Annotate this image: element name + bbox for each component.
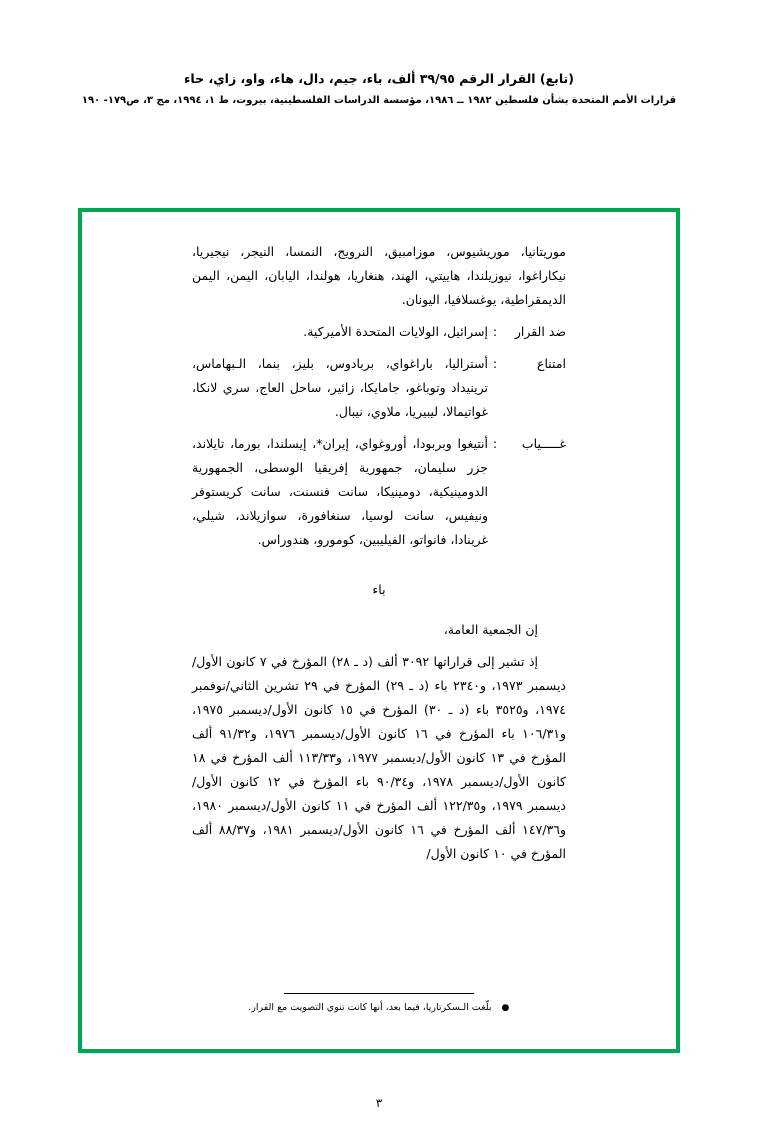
vote-against-colon: :	[492, 324, 498, 339]
vote-abstain-label: امتناع	[537, 356, 566, 371]
bullet-icon: ●	[501, 1003, 510, 1013]
document-page	[0, 70, 758, 1148]
vote-against-row	[192, 320, 566, 344]
vote-absent-colon: :	[492, 436, 498, 451]
section-letter-heading: باء	[372, 582, 386, 597]
footnote-item	[192, 1002, 566, 1013]
page-number: ٣	[375, 1096, 383, 1110]
vote-against-value: إسرائيل، الولايات المتحدة الأميركية.	[303, 324, 488, 339]
vote-absent-value: أنتيغوا وبربودا، أوروغواي، إيران*، إيسلندا، بورما، تايلاند، جزر سليمان، جمهورية إفريقيا الوسطى، الجمهورية الدومينيكية، دومينيكا، سانت فنسنت، سانت كريستوفر ونيفيس، سانت لوسيا، سنغافورة، سوازيلاند، شيلي، غرينادا، فانواتو، الفيليبين، كومورو، هندوراس.	[192, 436, 488, 547]
assembly-line: إن الجمعية العامة،	[443, 622, 538, 637]
countries-continuation-paragraph: موريتانيا، موريشيوس، موزامبيق، النرويج، النمسا، النيجر، نيجيريا، نيكاراغوا، نيوزيلندا، هاييتي، الهند، هنغاريا، هولندا، اليابان، اليمن، اليمن الديمقراطية، يوغسلافيا، اليونان.	[192, 244, 566, 307]
vote-abstain-colon: :	[492, 356, 498, 371]
footnote-area	[192, 993, 566, 1013]
vote-against-label: ضد القرار	[514, 324, 566, 339]
page-header	[0, 70, 758, 108]
document-body	[192, 240, 566, 1031]
footnote-divider	[284, 993, 474, 994]
vote-abstain-value: أستراليا، باراغواي، بربادوس، بليز، بنما، الـبهاماس، ترينيداد وتوباغو، جامايكا، زائير، ساحل العاج، سري لانكا، غواتيمالا، ليبيريا، ملاوي، نيبال.	[192, 356, 488, 419]
header-title: (تابع) القرار الرقم ٣٩/٩٥ ألف، باء، جيم، دال، هاء، واو، زاي، حاء	[184, 71, 574, 86]
green-content-frame	[78, 208, 680, 1053]
footnote-text: بلّغت الـسكرتاريا، فيما بعد، أنها كانت تنوي التصويت مع القرار.	[248, 1002, 492, 1013]
vote-absent-label: غـــــياب	[521, 436, 566, 451]
header-subtitle: قرارات الأمم المتحدة بشأن فلسطين ١٩٨٢ ــ ١٩٨٦، مؤسسة الدراسات الفلسطينية، بيروت، ط ١، ١٩٩٤، مج ٣، ص١٧٩- ١٩٠	[81, 94, 677, 106]
vote-absent-row	[192, 432, 566, 552]
vote-abstain-row	[192, 352, 566, 424]
recalling-paragraph: إذ تشير إلى قراراتها ٣٠٩٢ ألف (د ـ ٢٨) المؤرخ في ٧ كانون الأول/ديسمبر ١٩٧٣، و٢٣٤٠ باء (د ـ ٢٩) المؤرخ في ٢٩ تشرين الثاني/نوفمبر ١٩٧٤، و٣٥٢٥ باء (د ـ ٣٠) المؤرخ في ١٥ كانون الأول/ديسمبر ١٩٧٥، و١٠٦/٣١ باء المؤرخ في ١٦ كانون الأول/ديسمبر ١٩٧٦، و٩١/٣٢ ألف المؤرخ في ١٣ كانون الأول/ديسمبر ١٩٧٧، و١١٣/٣٣ ألف المؤرخ في ١٨ كانون الأول/ديسمبر ١٩٧٨، و٩٠/٣٤ باء المؤرخ في ١٢ كانون الأول/ديسمبر ١٩٧٩، و١٢٢/٣٥ ألف المؤرخ في ١١ كانون الأول/ديسمبر ١٩٨٠، و١٤٧/٣٦ ألف المؤرخ في ١٦ كانون الأول/ديسمبر ١٩٨١، و٨٨/٣٧ ألف المؤرخ في ١٠ كانون الأول/	[192, 654, 566, 861]
